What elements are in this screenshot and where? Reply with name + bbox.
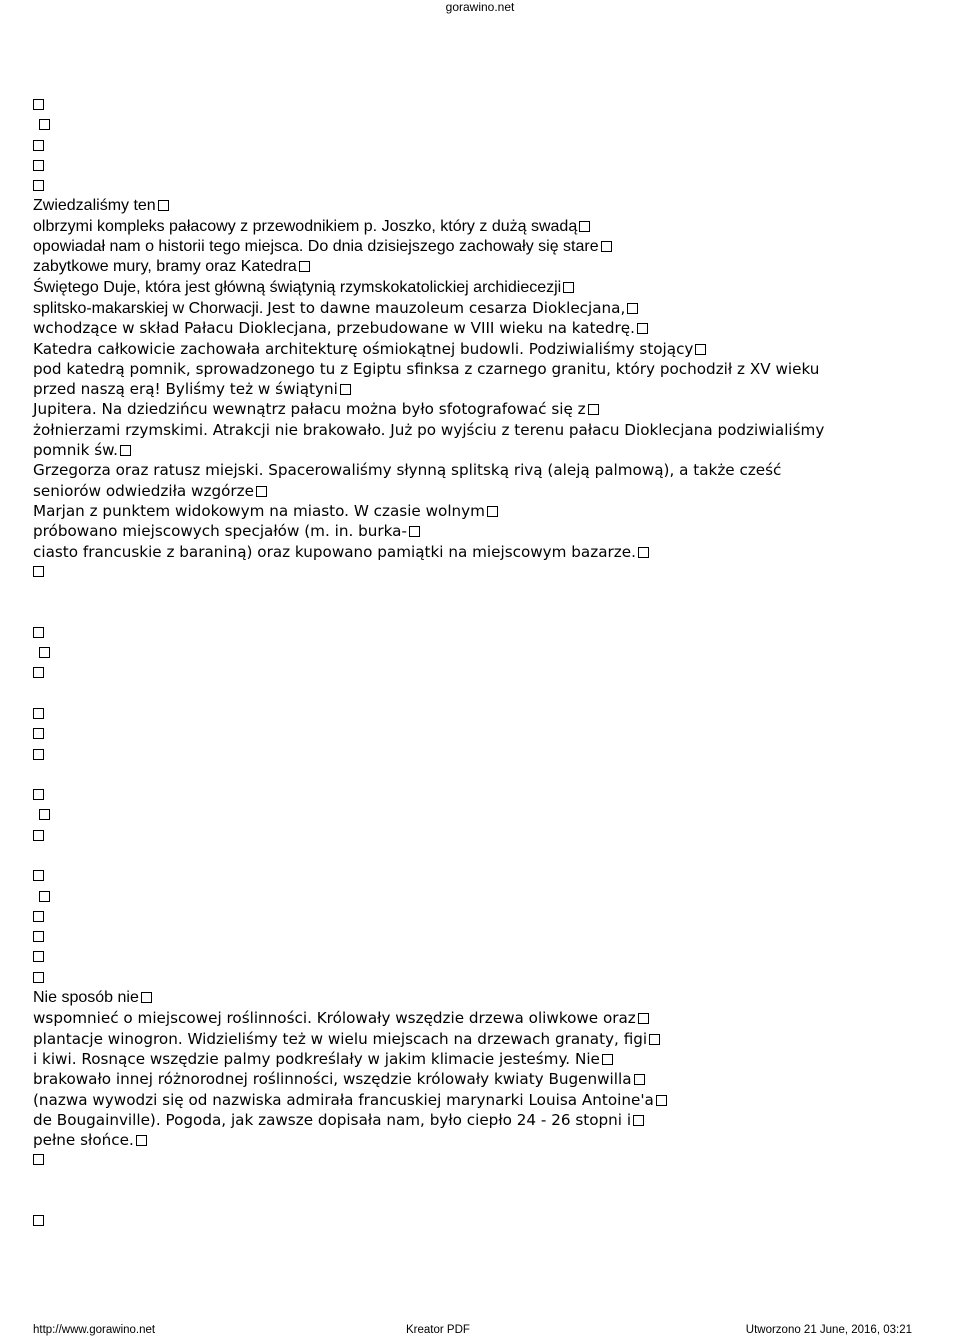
paragraph-line: przed naszą erą! Byliśmy też w świątyni (33, 379, 933, 399)
missing-glyph-icon (256, 486, 267, 497)
missing-glyph-icon (33, 911, 44, 922)
paragraph-line: Katedra całkowicie zachowała architekturę ośmiokątnej budowli. Podziwialiśmy stojący (33, 339, 933, 359)
missing-glyph-icon (656, 1095, 667, 1106)
missing-glyph-icon (299, 261, 310, 272)
paragraph-line: de Bougainville). Pogoda, jak zawsze dopisała nam, było ciepło 24 - 26 stopni i (33, 1110, 933, 1130)
missing-glyph-icon (33, 566, 44, 577)
missing-glyph-icon (33, 972, 44, 983)
missing-glyph-icon (487, 506, 498, 517)
paragraph-line: splitsko-makarskiej w Chorwacji. Jest to dawne mauzoleum cesarza Dioklecjana, (33, 298, 933, 318)
document-body (33, 95, 933, 1232)
missing-glyph-icon (638, 547, 649, 558)
missing-glyph-icon (579, 221, 590, 232)
missing-glyph-icon (39, 119, 50, 130)
missing-glyph-icon (409, 526, 420, 537)
missing-glyph-icon (563, 282, 574, 293)
paragraph-line: pełne słońce. (33, 1130, 933, 1150)
paragraph-line: żołnierzami rzymskimi. Atrakcji nie brakowało. Już po wyjściu z terenu pałacu Dioklecjana podziwialiśmy (33, 420, 825, 439)
missing-glyph-icon (695, 344, 706, 355)
paragraph-line: ciasto francuskie z baraniną) oraz kupowano pamiątki na miejscowym bazarze. (33, 542, 933, 562)
paragraph-line: Grzegorza oraz ratusz miejski. Spacerowaliśmy słynną splitską rivą (aleją palmową), a także cześć (33, 461, 782, 480)
paragraph-line: Świętego Duje, która jest główną świątynią rzymskokatolickiej archidiecezji (33, 278, 933, 298)
missing-glyph-icon (33, 667, 44, 678)
missing-glyph-icon (141, 992, 152, 1003)
missing-glyph-icon (33, 627, 44, 638)
footer-creator: Kreator PDF (406, 1324, 470, 1336)
missing-glyph-icon (637, 323, 648, 334)
paragraph-line: opowiadał nam o historii tego miejsca. Do dnia dzisiejszego zachowały się stare (33, 237, 933, 257)
paragraph-line: olbrzymi kompleks pałacowy z przewodnikiem p. Joszko, który z dużą swadą (33, 217, 933, 237)
paragraph-line: brakowało innej różnorodnej roślinności, wszędzie królowały kwiaty Bugenwilla (33, 1069, 933, 1089)
missing-glyph-icon (33, 180, 44, 191)
missing-glyph-icon (340, 384, 351, 395)
missing-glyph-icon (33, 749, 44, 760)
missing-glyph-icon (39, 809, 50, 820)
missing-glyph-icon (633, 1115, 644, 1126)
missing-glyph-icon (634, 1074, 645, 1085)
missing-glyph-icon (588, 404, 599, 415)
footer-created: Utworzono 21 June, 2016, 03:21 (745, 1324, 912, 1336)
missing-glyph-icon (33, 728, 44, 739)
missing-glyph-icon (33, 951, 44, 962)
missing-glyph-icon (39, 647, 50, 658)
missing-glyph-icon (33, 160, 44, 171)
footer-url: http://www.gorawino.net (33, 1324, 156, 1336)
missing-glyph-icon (158, 200, 169, 211)
missing-glyph-icon (649, 1034, 660, 1045)
paragraph-line: wspomnieć o miejscowej roślinności. Królowały wszędzie drzewa oliwkowe oraz (33, 1008, 933, 1028)
missing-glyph-icon (602, 1054, 613, 1065)
paragraph-line: pomnik św. (33, 440, 933, 460)
paragraph-line: zabytkowe mury, bramy oraz Katedra (33, 257, 933, 277)
missing-glyph-icon (33, 870, 44, 881)
missing-glyph-icon (627, 303, 638, 314)
missing-glyph-icon (33, 99, 44, 110)
page-header-site: gorawino.net (445, 0, 515, 14)
missing-glyph-icon (33, 789, 44, 800)
missing-glyph-icon (136, 1135, 147, 1146)
missing-glyph-icon (39, 891, 50, 902)
missing-glyph-icon (33, 140, 44, 151)
paragraph-line: wchodzące w skład Pałacu Dioklecjana, przebudowane w VIII wieku na katedrę. (33, 318, 933, 338)
missing-glyph-icon (33, 830, 44, 841)
paragraph-line: seniorów odwiedziła wzgórze (33, 481, 933, 501)
paragraph-line: Jupitera. Na dziedzińcu wewnątrz pałacu można było sfotografować się z (33, 399, 933, 419)
paragraph-line: pod katedrą pomnik, sprowadzonego tu z Egiptu sfinksa z czarnego granitu, który pochodził z XV wieku (33, 359, 820, 378)
missing-glyph-icon (33, 931, 44, 942)
missing-glyph-icon (33, 1215, 44, 1226)
paragraph-line: Nie sposób nie (33, 988, 933, 1008)
paragraph-line: Marjan z punktem widokowym na miasto. W czasie wolnym (33, 501, 933, 521)
paragraph-line: próbowano miejscowych specjałów (m. in. burka- (33, 521, 933, 541)
paragraph-line: Zwiedzaliśmy ten (33, 196, 933, 216)
missing-glyph-icon (638, 1013, 649, 1024)
missing-glyph-icon (120, 445, 131, 456)
missing-glyph-icon (601, 241, 612, 252)
missing-glyph-icon (33, 708, 44, 719)
paragraph-line: (nazwa wywodzi się od nazwiska admirała francuskiej marynarki Louisa Antoine'a (33, 1090, 933, 1110)
paragraph-line: plantacje winogron. Widzieliśmy też w wielu miejscach na drzewach granaty, figi (33, 1029, 933, 1049)
missing-glyph-icon (33, 1154, 44, 1165)
paragraph-line: i kiwi. Rosnące wszędzie palmy podkreślały w jakim klimacie jesteśmy. Nie (33, 1049, 933, 1069)
